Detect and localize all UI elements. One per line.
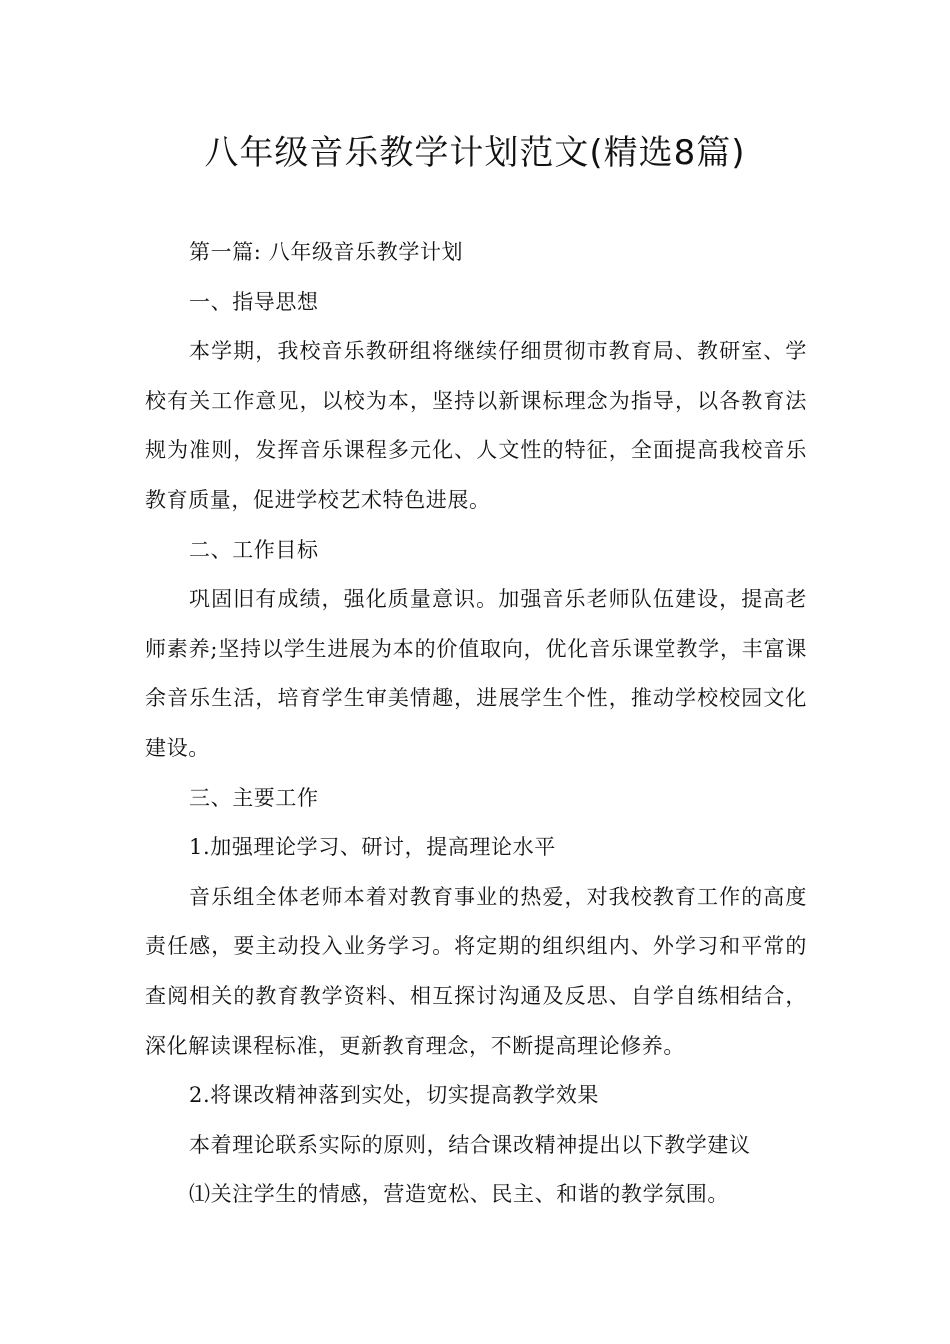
section-heading-part-one: 第一篇: 八年级音乐教学计划: [189, 240, 464, 264]
paragraph-teaching-suggestions: 本着理论联系实际的原则，结合课改精神提出以下教学建议: [189, 1132, 751, 1157]
heading-guiding-ideology: 一、指导思想: [189, 289, 319, 314]
document-title: 八年级音乐教学计划范文(精选8篇): [204, 133, 746, 173]
paragraph-work-goals: 巩固旧有成绩，强化质量意识。加强音乐老师队伍建设，提高老师素养;坚持以学生进展为本的价值取向，优化音乐课堂教学，丰富课余音乐生活，培育学生审美情趣，进展学生个性，推动学校校园文化建设。: [145, 587, 807, 760]
paragraph-guiding-ideology: 本学期，我校音乐教研组将继续仔细贯彻市教育局、教研室、学校有关工作意见，以校为本，坚持以新课标理念为指导，以各教育法规为准则，发挥音乐课程多元化、人文性的特征，全面提高我校音乐教育质量，促进学校艺术特色进展。: [145, 339, 807, 512]
list-item-suggestion-1: ⑴关注学生的情感，营造宽松、民主、和谐的教学氛围。: [189, 1182, 729, 1207]
subheading-theory-study: 1.加强理论学习、研讨，提高理论水平: [189, 835, 556, 860]
document-body: [145, 228, 807, 1220]
heading-main-work: 三、主要工作: [189, 785, 319, 810]
paragraph-theory-study: 音乐组全体老师本着对教育事业的热爱，对我校教育工作的高度责任感，要主动投入业务学习。将定期的组织组内、外学习和平常的查阅相关的教育教学资料、相互探讨沟通及反思、自学自练相结合，深化解读课程标准，更新教育理念，不断提高理论修养。: [145, 884, 807, 1058]
subheading-curriculum-reform: 2.将课改精神落到实处，切实提高教学效果: [189, 1083, 600, 1108]
heading-work-goals: 二、工作目标: [189, 537, 319, 562]
